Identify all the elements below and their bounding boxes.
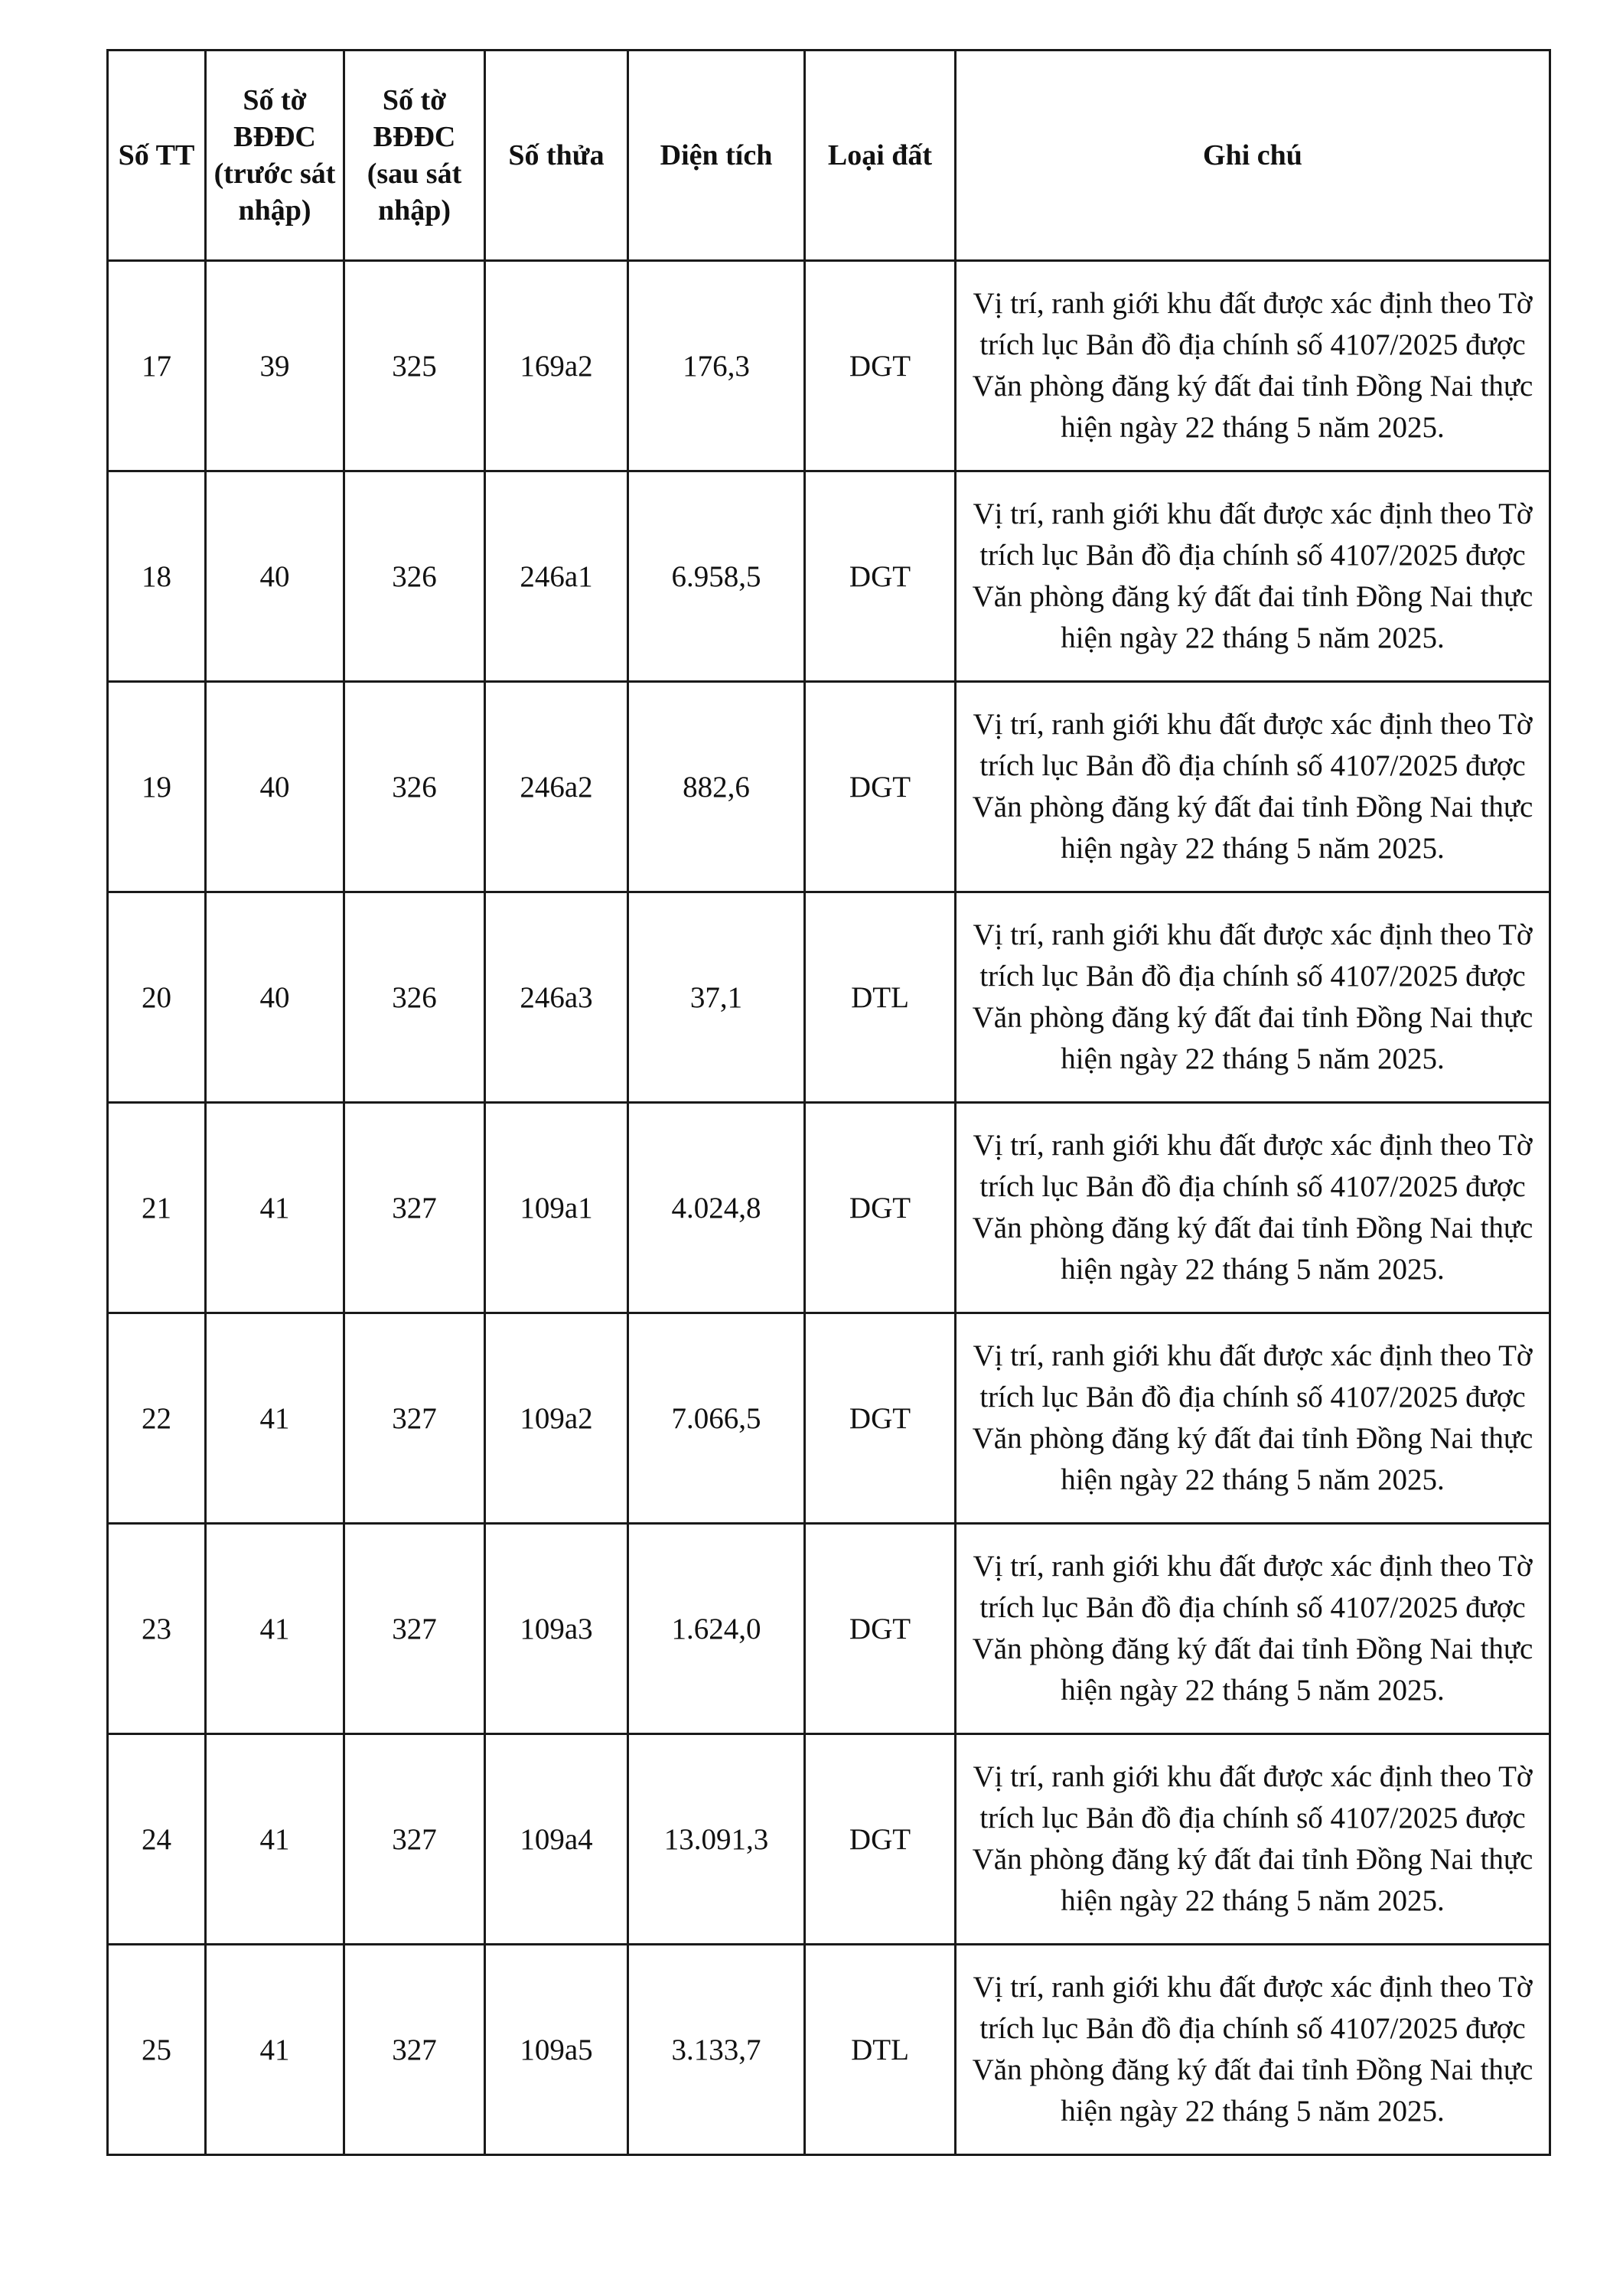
cell-loai-dat: DGT [805, 1313, 956, 1524]
cell-to-sau: 327 [344, 1945, 485, 2155]
table-row [108, 471, 1550, 682]
header-to-sau: Số tờ BĐĐC (sau sát nhập) [344, 51, 485, 261]
table-row [108, 1524, 1550, 1734]
cell-ghi-chu: Vị trí, ranh giới khu đất được xác định theo Tờ trích lục Bản đồ địa chính số 4107/2025 được Văn phòng đăng ký đất đai tỉnh Đồng Nai thực hiện ngày 22 tháng 5 năm 2025. [956, 1313, 1550, 1524]
cell-ghi-chu: Vị trí, ranh giới khu đất được xác định theo Tờ trích lục Bản đồ địa chính số 4107/2025 được Văn phòng đăng ký đất đai tỉnh Đồng Nai thực hiện ngày 22 tháng 5 năm 2025. [956, 682, 1550, 892]
cell-stt: 20 [108, 892, 206, 1103]
cell-to-truoc: 41 [206, 1945, 344, 2155]
header-to-truoc: Số tờ BĐĐC (trước sát nhập) [206, 51, 344, 261]
header-loai-dat: Loại đất [805, 51, 956, 261]
cell-to-sau: 327 [344, 1734, 485, 1945]
table-row [108, 261, 1550, 471]
cell-to-truoc: 41 [206, 1734, 344, 1945]
table-row [108, 1313, 1550, 1524]
cell-stt: 25 [108, 1945, 206, 2155]
cell-to-truoc: 41 [206, 1103, 344, 1313]
cell-dien-tich: 176,3 [628, 261, 805, 471]
cell-to-truoc: 39 [206, 261, 344, 471]
cell-stt: 23 [108, 1524, 206, 1734]
cell-dien-tich: 882,6 [628, 682, 805, 892]
cell-stt: 21 [108, 1103, 206, 1313]
cell-to-sau: 326 [344, 682, 485, 892]
cell-dien-tich: 1.624,0 [628, 1524, 805, 1734]
cell-so-thua: 109a5 [485, 1945, 628, 2155]
cell-loai-dat: DTL [805, 1945, 956, 2155]
cell-stt: 17 [108, 261, 206, 471]
cell-loai-dat: DGT [805, 1103, 956, 1313]
cell-so-thua: 246a3 [485, 892, 628, 1103]
table-row [108, 1734, 1550, 1945]
cell-to-sau: 326 [344, 892, 485, 1103]
table-row [108, 1103, 1550, 1313]
cell-so-thua: 109a4 [485, 1734, 628, 1945]
cell-dien-tich: 37,1 [628, 892, 805, 1103]
cell-dien-tich: 4.024,8 [628, 1103, 805, 1313]
cell-ghi-chu: Vị trí, ranh giới khu đất được xác định theo Tờ trích lục Bản đồ địa chính số 4107/2025 được Văn phòng đăng ký đất đai tỉnh Đồng Nai thực hiện ngày 22 tháng 5 năm 2025. [956, 1524, 1550, 1734]
header-dien-tich: Diện tích [628, 51, 805, 261]
cell-loai-dat: DTL [805, 892, 956, 1103]
cell-so-thua: 109a3 [485, 1524, 628, 1734]
cell-dien-tich: 6.958,5 [628, 471, 805, 682]
cell-stt: 24 [108, 1734, 206, 1945]
cell-to-truoc: 40 [206, 892, 344, 1103]
cell-loai-dat: DGT [805, 1734, 956, 1945]
cell-so-thua: 109a1 [485, 1103, 628, 1313]
cell-to-sau: 325 [344, 261, 485, 471]
cell-ghi-chu: Vị trí, ranh giới khu đất được xác định theo Tờ trích lục Bản đồ địa chính số 4107/2025 được Văn phòng đăng ký đất đai tỉnh Đồng Nai thực hiện ngày 22 tháng 5 năm 2025. [956, 1734, 1550, 1945]
cell-to-sau: 327 [344, 1103, 485, 1313]
cell-ghi-chu: Vị trí, ranh giới khu đất được xác định theo Tờ trích lục Bản đồ địa chính số 4107/2025 được Văn phòng đăng ký đất đai tỉnh Đồng Nai thực hiện ngày 22 tháng 5 năm 2025. [956, 892, 1550, 1103]
cell-loai-dat: DGT [805, 471, 956, 682]
cell-so-thua: 109a2 [485, 1313, 628, 1524]
cell-dien-tich: 13.091,3 [628, 1734, 805, 1945]
header-ghi-chu: Ghi chú [956, 51, 1550, 261]
cell-to-sau: 327 [344, 1313, 485, 1524]
table-row [108, 682, 1550, 892]
cell-stt: 19 [108, 682, 206, 892]
cell-ghi-chu: Vị trí, ranh giới khu đất được xác định theo Tờ trích lục Bản đồ địa chính số 4107/2025 được Văn phòng đăng ký đất đai tỉnh Đồng Nai thực hiện ngày 22 tháng 5 năm 2025. [956, 261, 1550, 471]
cell-ghi-chu: Vị trí, ranh giới khu đất được xác định theo Tờ trích lục Bản đồ địa chính số 4107/2025 được Văn phòng đăng ký đất đai tỉnh Đồng Nai thực hiện ngày 22 tháng 5 năm 2025. [956, 471, 1550, 682]
cell-stt: 18 [108, 471, 206, 682]
header-stt: Số TT [108, 51, 206, 261]
cell-to-truoc: 41 [206, 1524, 344, 1734]
cell-loai-dat: DGT [805, 682, 956, 892]
cell-so-thua: 246a1 [485, 471, 628, 682]
cell-dien-tich: 7.066,5 [628, 1313, 805, 1524]
cell-to-sau: 326 [344, 471, 485, 682]
cell-loai-dat: DGT [805, 1524, 956, 1734]
cell-to-truoc: 40 [206, 682, 344, 892]
table-row [108, 892, 1550, 1103]
cell-dien-tich: 3.133,7 [628, 1945, 805, 2155]
cell-to-sau: 327 [344, 1524, 485, 1734]
cell-to-truoc: 41 [206, 1313, 344, 1524]
cell-stt: 22 [108, 1313, 206, 1524]
cell-so-thua: 169a2 [485, 261, 628, 471]
cell-ghi-chu: Vị trí, ranh giới khu đất được xác định theo Tờ trích lục Bản đồ địa chính số 4107/2025 được Văn phòng đăng ký đất đai tỉnh Đồng Nai thực hiện ngày 22 tháng 5 năm 2025. [956, 1945, 1550, 2155]
table-header-row [108, 51, 1550, 261]
cell-loai-dat: DGT [805, 261, 956, 471]
land-parcel-table [106, 49, 1551, 2156]
cell-ghi-chu: Vị trí, ranh giới khu đất được xác định theo Tờ trích lục Bản đồ địa chính số 4107/2025 được Văn phòng đăng ký đất đai tỉnh Đồng Nai thực hiện ngày 22 tháng 5 năm 2025. [956, 1103, 1550, 1313]
cell-to-truoc: 40 [206, 471, 344, 682]
cell-so-thua: 246a2 [485, 682, 628, 892]
table-row [108, 1945, 1550, 2155]
header-so-thua: Số thửa [485, 51, 628, 261]
